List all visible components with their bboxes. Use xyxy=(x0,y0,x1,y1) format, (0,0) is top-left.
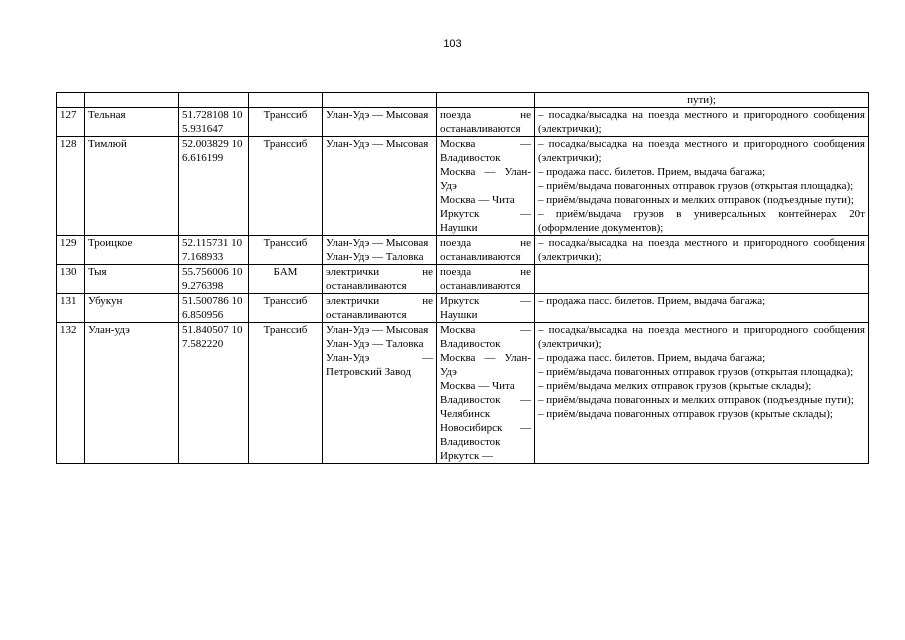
cell-operations xyxy=(535,323,869,464)
cell-num xyxy=(57,294,85,323)
long-route: поезда не останавливаются xyxy=(440,266,531,292)
operation-item: – приём/выдача повагонных и мелких отправок (подъездные пути); xyxy=(538,394,854,406)
cell-num xyxy=(57,236,85,265)
row-number: 131 xyxy=(60,295,77,307)
row-number: 127 xyxy=(60,109,77,121)
operation-item: – приём/выдача повагонных и мелких отправок (подъездные пути); xyxy=(538,194,854,206)
cell-operations xyxy=(535,294,869,323)
cell-num xyxy=(57,93,85,108)
cell-line xyxy=(249,137,323,236)
cell-coords xyxy=(179,294,249,323)
station-coordinates: 52.003829 106.616199 xyxy=(182,138,243,164)
cell-coords xyxy=(179,265,249,294)
cell-coords xyxy=(179,137,249,236)
long-route: Москва — Владивосток xyxy=(440,138,531,164)
cell-long-routes xyxy=(437,294,535,323)
station-name: Тимлюй xyxy=(88,138,127,150)
long-route: поезда не останавливаются xyxy=(440,237,531,263)
page-number: 103 xyxy=(443,38,462,50)
cell-num xyxy=(57,137,85,236)
railway-line: Транссиб xyxy=(263,109,308,121)
row-number: 130 xyxy=(60,266,77,278)
cell-local-routes xyxy=(323,236,437,265)
table-row xyxy=(57,236,869,265)
long-route: Москва — Улан-Удэ xyxy=(440,352,531,378)
cell-local-routes xyxy=(323,108,437,137)
cell-operations xyxy=(535,265,869,294)
long-route: Москва — Чита xyxy=(440,194,515,206)
stations-table xyxy=(56,92,869,464)
row-number: 132 xyxy=(60,324,77,336)
table-row xyxy=(57,108,869,137)
railway-line: Транссиб xyxy=(263,138,308,150)
local-route: Улан-Удэ — Таловка xyxy=(326,338,424,350)
railway-line: Транссиб xyxy=(263,237,308,249)
railway-line: Транссиб xyxy=(263,295,308,307)
long-route: Иркутск — Наушки xyxy=(440,295,531,321)
cell-coords xyxy=(179,108,249,137)
table-row xyxy=(57,137,869,236)
cell-local-routes xyxy=(323,323,437,464)
cell-operations: пути); xyxy=(535,93,869,108)
local-route: Улан-Удэ — Мысовая xyxy=(326,138,429,150)
station-coordinates: 55.756006 109.276398 xyxy=(182,266,243,292)
station-coordinates: 52.115731 107.168933 xyxy=(182,237,243,263)
cell-name xyxy=(85,265,179,294)
railway-line: БАМ xyxy=(273,266,298,278)
cell-line xyxy=(249,265,323,294)
local-route: электрички не останавливаются xyxy=(326,295,433,321)
station-name: Убукун xyxy=(88,295,123,307)
station-name: Улан-удэ xyxy=(88,324,130,336)
local-route: электрички не останавливаются xyxy=(326,266,433,292)
cell-line xyxy=(249,93,323,108)
station-coordinates: 51.500786 106.850956 xyxy=(182,295,243,321)
cell-name xyxy=(85,236,179,265)
cell-num xyxy=(57,108,85,137)
cell-coords xyxy=(179,93,249,108)
cell-name xyxy=(85,93,179,108)
cell-local-routes xyxy=(323,137,437,236)
cell-operations xyxy=(535,137,869,236)
cell-line xyxy=(249,108,323,137)
cell-line xyxy=(249,323,323,464)
cell-line xyxy=(249,294,323,323)
railway-line: Транссиб xyxy=(263,324,308,336)
table-row-continuation xyxy=(57,93,869,108)
long-route: Москва — Чита xyxy=(440,380,515,392)
operation-item: – посадка/высадка на поезда местного и пригородного сообщения (электрички); xyxy=(538,138,865,164)
operation-item: – продажа пасс. билетов. Прием, выдача багажа; xyxy=(538,295,766,307)
operation-item: – приём/выдача повагонных отправок грузов (крытые склады); xyxy=(538,408,833,420)
operation-item: – продажа пасс. билетов. Прием, выдача багажа; xyxy=(538,166,766,178)
cell-num xyxy=(57,265,85,294)
row-number: 128 xyxy=(60,138,77,150)
station-coordinates: 51.840507 107.582220 xyxy=(182,324,243,350)
operation-item: – продажа пасс. билетов. Прием, выдача багажа; xyxy=(538,352,766,364)
table-row xyxy=(57,294,869,323)
operation-item: – приём/выдача повагонных отправок грузов (открытая площадка); xyxy=(538,180,854,192)
cell-num xyxy=(57,323,85,464)
operation-item: – посадка/высадка на поезда местного и пригородного сообщения (электрички); xyxy=(538,109,865,135)
cell-local-routes xyxy=(323,93,437,108)
local-route: Улан-Удэ — Мысовая xyxy=(326,324,429,336)
local-route: Улан-Удэ — Мысовая xyxy=(326,237,429,249)
cell-long-routes xyxy=(437,236,535,265)
cell-long-routes xyxy=(437,137,535,236)
cell-operations xyxy=(535,108,869,137)
cell-name xyxy=(85,108,179,137)
station-name: Тельная xyxy=(88,109,126,121)
table-row xyxy=(57,323,869,464)
station-coordinates: 51.728108 105.931647 xyxy=(182,109,243,135)
long-route: Москва — Владивосток xyxy=(440,324,531,350)
cell-long-routes xyxy=(437,265,535,294)
cell-name xyxy=(85,137,179,236)
cell-long-routes xyxy=(437,323,535,464)
cell-local-routes xyxy=(323,265,437,294)
long-route: Иркутск — xyxy=(440,450,494,462)
cell-name xyxy=(85,294,179,323)
long-route: поезда не останавливаются xyxy=(440,109,531,135)
long-route: Новосибирск — Владивосток xyxy=(440,422,531,448)
local-route: Улан-Удэ — Мысовая xyxy=(326,109,429,121)
cell-line xyxy=(249,236,323,265)
cell-operations xyxy=(535,236,869,265)
operation-item: – приём/выдача повагонных отправок грузов (открытая площадка); xyxy=(538,366,854,378)
cell-coords xyxy=(179,236,249,265)
cell-name xyxy=(85,323,179,464)
operation-item: – посадка/высадка на поезда местного и пригородного сообщения (электрички); xyxy=(538,324,865,350)
local-route: Улан-Удэ — Петровский Завод xyxy=(326,352,433,378)
station-name: Тыя xyxy=(88,266,107,278)
operation-item: – приём/выдача мелких отправок грузов (крытые склады); xyxy=(538,380,812,392)
operation-item: – приём/выдача грузов в универсальных контейнерах 20т (оформление документов); xyxy=(538,208,865,234)
long-route: Владивосток — Челябинск xyxy=(440,394,531,420)
operation-item: – посадка/высадка на поезда местного и пригородного сообщения (электрички); xyxy=(538,237,865,263)
station-name: Троицкое xyxy=(88,237,133,249)
cell-local-routes xyxy=(323,294,437,323)
table-row xyxy=(57,265,869,294)
cell-coords xyxy=(179,323,249,464)
row-number: 129 xyxy=(60,237,77,249)
cell-long-routes xyxy=(437,93,535,108)
long-route: Иркутск — Наушки xyxy=(440,208,531,234)
local-route: Улан-Удэ — Таловка xyxy=(326,251,424,263)
long-route: Москва — Улан-Удэ xyxy=(440,166,531,192)
cell-long-routes xyxy=(437,108,535,137)
